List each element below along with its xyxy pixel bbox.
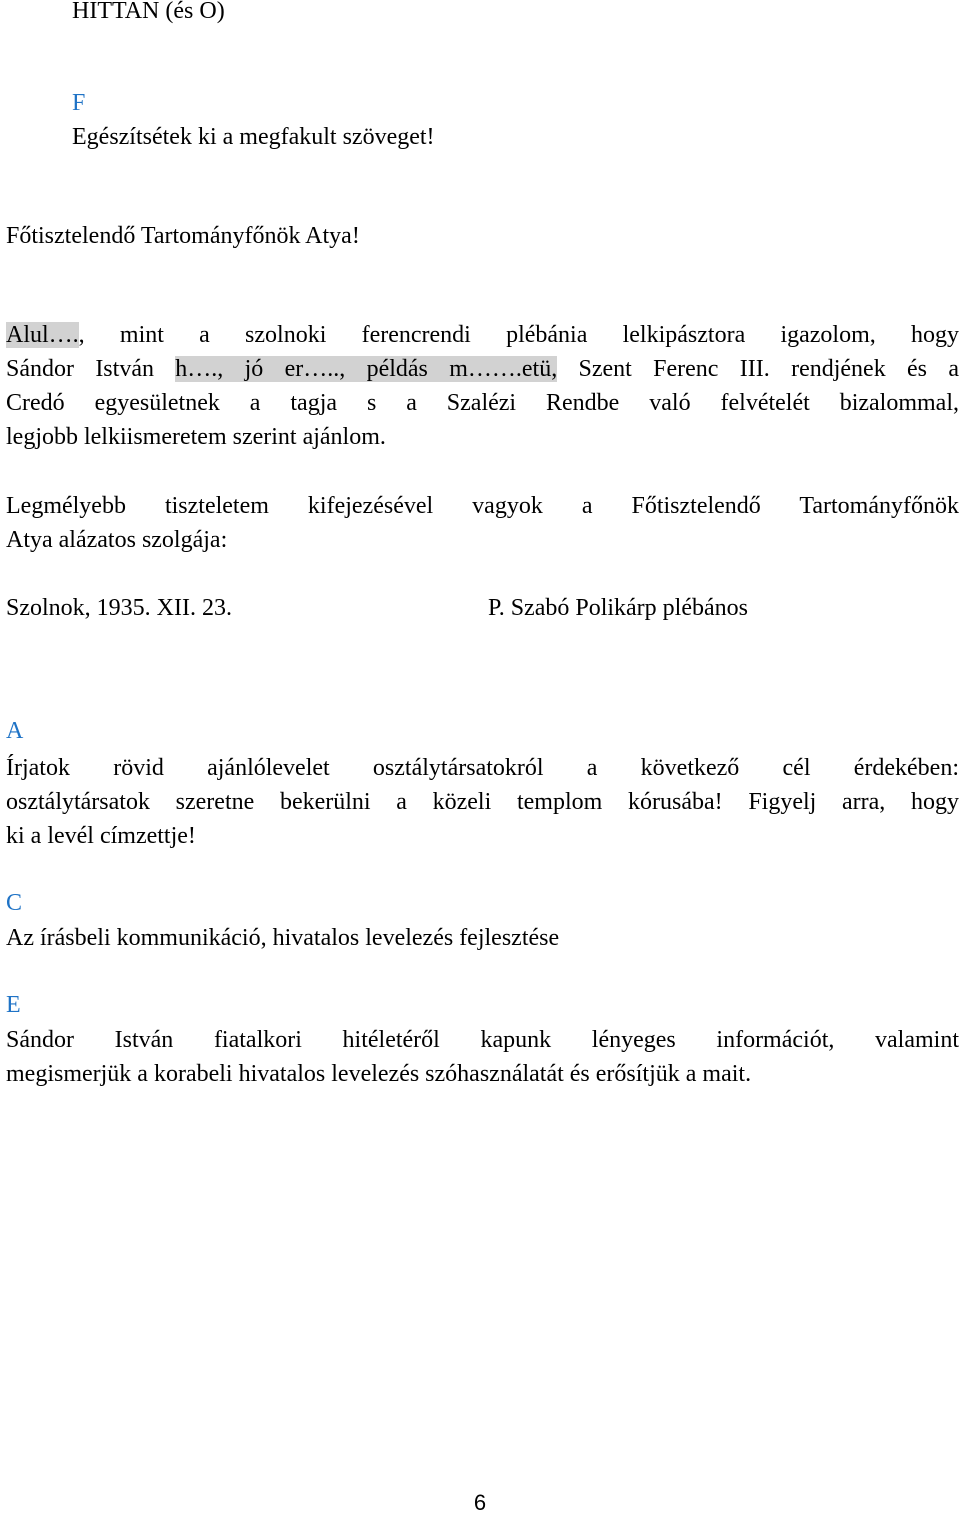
section-e-letter: E <box>6 992 21 1018</box>
letter-paragraph-1-line-1: Alul…., mint a szolnoki ferencrendi plébánia lelkipásztora igazolom, hogy <box>6 322 959 348</box>
page-number: 6 <box>473 1490 487 1515</box>
letter-paragraph-2-line-2: Atya alázatos szolgája: <box>6 527 228 553</box>
section-c-letter: C <box>6 890 23 916</box>
section-a-line-3: ki a levél címzettje! <box>6 823 196 849</box>
page-header-title: HITTAN (és O) <box>72 0 225 24</box>
letter-paragraph-1-line-4: legjobb lelkiismeretem szerint ajánlom. <box>6 424 386 450</box>
section-a-letter: A <box>6 718 24 744</box>
section-a-line-1: Írjatok rövid ajánlólevelet osztálytársatokról a következő cél érdekében: <box>6 755 959 781</box>
letter-place-date: Szolnok, 1935. XII. 23. <box>6 595 232 621</box>
letter-salutation: Főtisztelendő Tartományfőnök Atya! <box>6 223 360 249</box>
highlighted-faded-text: Alul…. <box>6 322 79 348</box>
highlighted-faded-text: h…., jó er….., példás m…….etü, <box>175 356 558 382</box>
section-f-instruction: Egészítsétek ki a megfakult szöveget! <box>72 124 435 150</box>
section-c-text: Az írásbeli kommunikáció, hivatalos levelezés fejlesztése <box>6 925 560 951</box>
letter-paragraph-1-line-3: Credó egyesületnek a tagja s a Szalézi Rendbe való felvételét bizalommal, <box>6 390 959 416</box>
letter-paragraph-2-line-1: Legmélyebb tiszteletem kifejezésével vagyok a Főtisztelendő Tartományfőnök <box>6 493 959 519</box>
section-f-letter: F <box>72 90 86 116</box>
section-e-line-1: Sándor István fiatalkori hitéletéről kapunk lényeges információt, valamint <box>6 1027 959 1053</box>
letter-signature: P. Szabó Polikárp plébános <box>488 595 748 621</box>
letter-paragraph-1-line-2: Sándor István h…., jó er….., példás m…….etü, Szent Ferenc III. rendjének és a <box>6 356 959 382</box>
section-e-line-2: megismerjük a korabeli hivatalos levelezés szóhasználatát és erősítjük a mait. <box>6 1061 752 1087</box>
section-a-line-2: osztálytársatok szeretne bekerülni a közeli templom kórusába! Figyelj arra, hogy <box>6 789 959 815</box>
